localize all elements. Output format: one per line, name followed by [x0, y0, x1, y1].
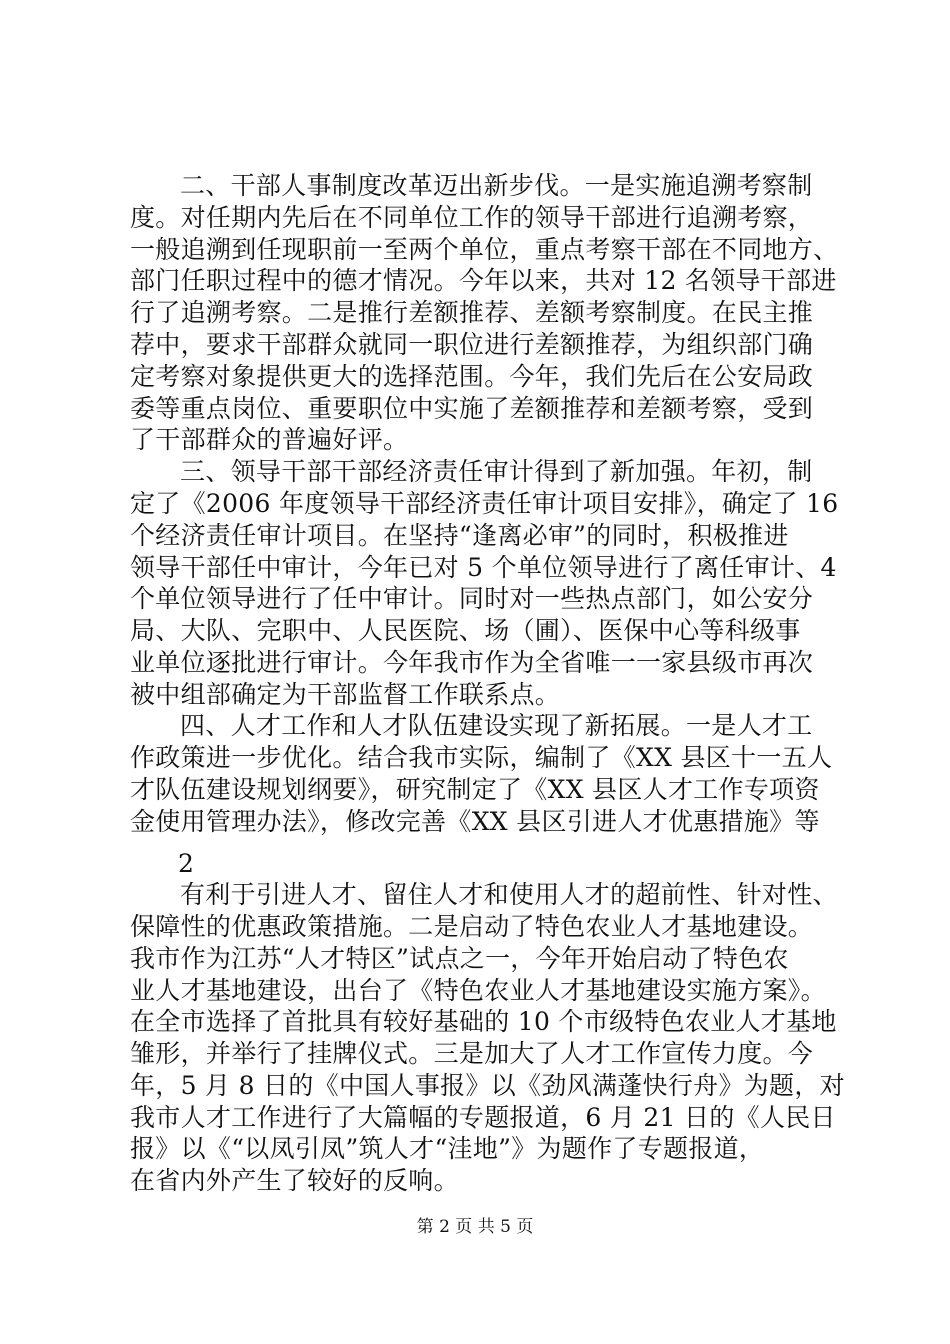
- paragraph-line: 了干部群众的普遍好评。: [130, 425, 409, 454]
- paragraph-line: 才队伍建设规划纲要》，研究制定了《XX 县区人才工作专项资: [130, 775, 820, 804]
- page-number-marker: 2: [178, 849, 194, 878]
- paragraph-line: 个经济责任审计项目。在坚持“逢离必审”的同时，积极推进: [130, 521, 789, 550]
- paragraph-line: 业单位逐批进行审计。今年我市作为全省唯一一家县级市再次: [130, 648, 814, 677]
- paragraph-line: 业人才基地建设，出台了《特色农业人才基地建设实施方案》。: [130, 976, 826, 1005]
- paragraph-line: 部门任职过程中的德才情况。今年以来，共对 12 名领导干部进: [130, 266, 837, 295]
- paragraph-line: 行了追溯考察。二是推行差额推荐、差额考察制度。在民主推: [130, 298, 814, 327]
- paragraph-line: 雏形，并举行了挂牌仪式。三是加大了人才工作宣传力度。今: [130, 1039, 814, 1068]
- paragraph-line: 四、人才工作和人才队伍建设实现了新拓展。一是人才工: [180, 711, 813, 740]
- paragraph-line: 报》以《“以凤引凤”筑人才“洼地”》为题作了专题报道，: [130, 1134, 765, 1163]
- paragraph-line: 金使用管理办法》，修改完善《XX 县区引进人才优惠措施》等: [130, 807, 820, 836]
- paragraph-line: 在全市选择了首批具有较好基础的 10 个市级特色农业人才基地: [130, 1007, 837, 1036]
- paragraph-line: 局、大队、完职中、人民医院、场（圃）、医保中心等科级事: [130, 616, 801, 645]
- paragraph-line: 领导干部任中审计，今年已对 5 个单位领导进行了离任审计、4: [130, 553, 837, 582]
- paragraph-line: 有利于引进人才、留住人才和使用人才的超前性、针对性、: [180, 880, 838, 909]
- paragraph-line: 保障性的优惠政策措施。二是启动了特色农业人才基地建设。: [130, 912, 814, 941]
- paragraph-line: 我市作为江苏“人才特区”试点之一，今年开始启动了特色农: [130, 944, 789, 973]
- paragraph-line: 我市人才工作进行了大篇幅的专题报道，6 月 21 日的《人民日: [130, 1103, 836, 1132]
- page-footer: 第 2 页 共 5 页: [416, 1217, 534, 1237]
- paragraph-line: 被中组部确定为干部监督工作联系点。: [130, 680, 561, 709]
- paragraph-line: 二、干部人事制度改革迈出新步伐。一是实施追溯考察制: [180, 171, 813, 200]
- paragraph-line: 荐中，要求干部群众就同一职位进行差额推荐，为组织部门确: [130, 330, 814, 359]
- paragraph-line: 作政策进一步优化。结合我市实际，编制了《XX 县区十一五人: [130, 743, 833, 772]
- paragraph-line: 定了《2006 年度领导干部经济责任审计项目安排》，确定了 16: [130, 489, 839, 518]
- paragraph-line: 一般追溯到任现职前一至两个单位，重点考察干部在不同地方、: [130, 235, 839, 264]
- paragraph-line: 在省内外产生了较好的反响。: [130, 1166, 459, 1195]
- paragraph-line: 三、领导干部干部经济责任审计得到了新加强。年初，制: [180, 457, 813, 486]
- paragraph-line: 年，5 月 8 日的《中国人事报》以《劲风满蓬快行舟》为题，对: [130, 1071, 845, 1100]
- paragraph-line: 度。对任期内先后在不同单位工作的领导干部进行追溯考察，: [130, 203, 814, 232]
- paragraph-line: 个单位领导进行了任中审计。同时对一些热点部门，如公安分: [130, 584, 814, 613]
- paragraph-line: 委等重点岗位、重要职位中实施了差额推荐和差额考察，受到: [130, 394, 814, 423]
- paragraph-line: 定考察对象提供更大的选择范围。今年，我们先后在公安局政: [130, 362, 814, 391]
